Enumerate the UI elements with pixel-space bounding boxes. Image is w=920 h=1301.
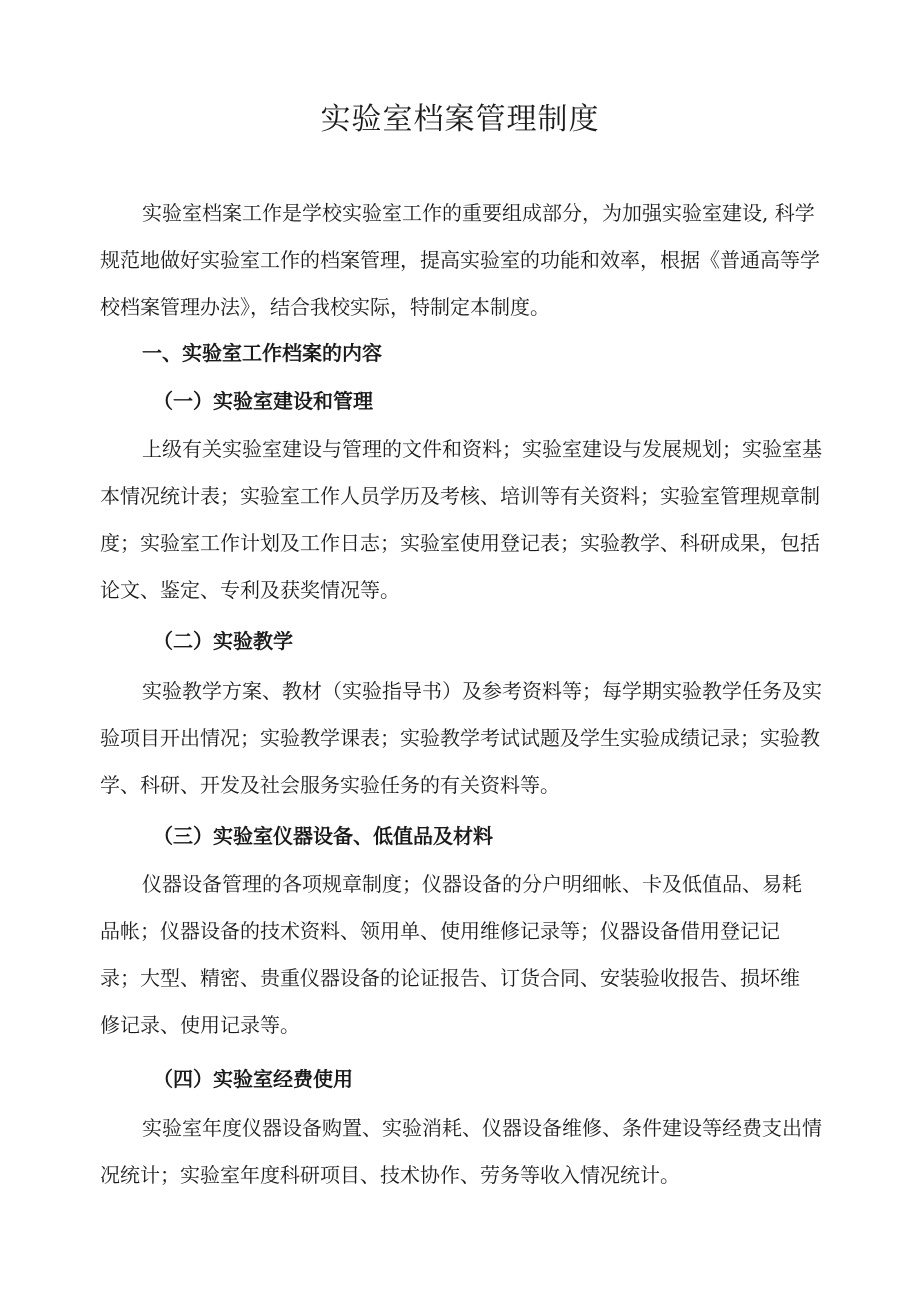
subsection-paragraph	[100, 1105, 824, 1199]
text-line: 上级有关实验室建设与管理的文件和资料；实验室建设与发展规划；实验室基	[142, 437, 822, 461]
text-line: 验项目开出情况；实验教学课表；实验教学考试试题及学生实验成绩记录；实验教	[100, 726, 820, 750]
subsection-paragraph	[100, 668, 824, 809]
text-line: 实验教学方案、教材（实验指导书）及参考资料等；每学期实验教学任务及实	[142, 679, 822, 703]
text-line: 校档案管理办法》，结合我校实际，特制定本制度。	[100, 295, 550, 319]
text-line: 学、科研、开发及社会服务实验任务的有关资料等。	[100, 773, 560, 797]
section-heading: 一、实验室工作档案的内容	[142, 341, 382, 365]
text-line: 规范地做好实验室工作的档案管理，提高实验室的功能和效率，根据《普通高等学	[100, 248, 820, 272]
text-line: 本情况统计表；实验室工作人员学历及考核、培训等有关资料；实验室管理规章制	[100, 484, 820, 508]
text-line: 况统计；实验室年度科研项目、技术协作、劳务等收入情况统计。	[100, 1163, 680, 1187]
subsection-heading: （三）实验室仪器设备、低值品及材料	[153, 824, 493, 848]
text-line: 论文、鉴定、专利及获奖情况等。	[100, 578, 400, 602]
text-line: 度；实验室工作计划及工作日志；实验室使用登记表；实验教学、科研成果，包括	[100, 531, 820, 555]
subsection-heading: （四）实验室经费使用	[153, 1067, 353, 1091]
intro-paragraph	[100, 190, 824, 331]
document-title: 实验室档案管理制度	[320, 102, 600, 137]
subsection-paragraph	[100, 426, 824, 614]
text-line: 录；大型、精密、贵重仪器设备的论证报告、订货合同、安装验收报告、损坏维	[100, 966, 800, 990]
text-line: 修记录、使用记录等。	[100, 1013, 300, 1037]
subsection-paragraph	[100, 861, 824, 1049]
subsection-heading: （二）实验教学	[153, 629, 293, 653]
text-line: 品帐；仪器设备的技术资料、领用单、使用维修记录等；仪器设备借用登记记	[100, 919, 780, 943]
text-line: 仪器设备管理的各项规章制度；仪器设备的分户明细帐、卡及低值品、易耗	[142, 872, 802, 896]
text-line: 实验室档案工作是学校实验室工作的重要组成部分，为加强实验室建设, 科学	[142, 201, 815, 225]
subsection-heading: （一）实验室建设和管理	[153, 389, 373, 413]
text-line: 实验室年度仪器设备购置、实验消耗、仪器设备维修、条件建设等经费支出情	[142, 1116, 822, 1140]
